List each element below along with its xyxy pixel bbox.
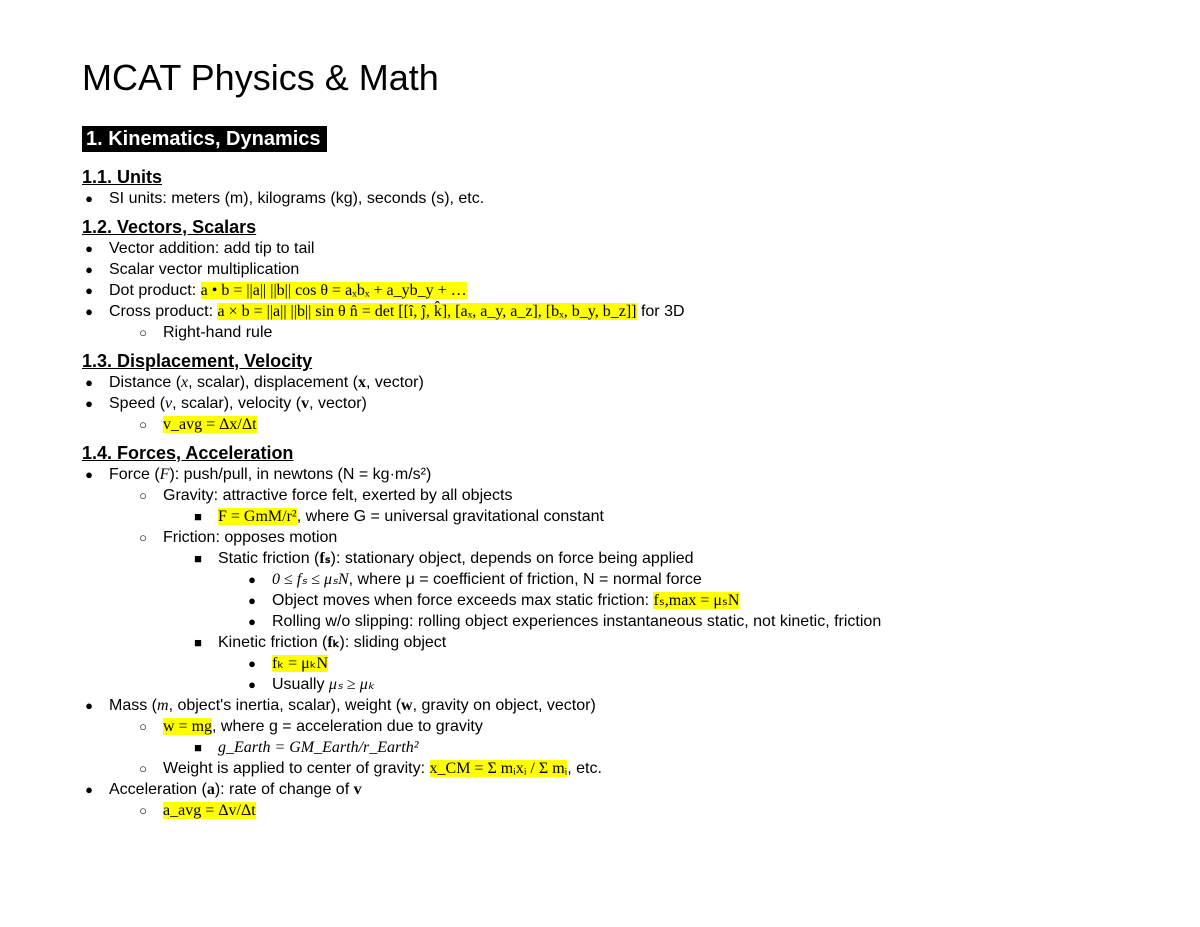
list-item: ○ Weight is applied to center of gravity: x_CM = Σ mᵢxᵢ / Σ mᵢ, etc. (82, 758, 1162, 779)
list-item: ● Cross product: a × b = ||a|| ||b|| sin θ n̂ = det [[î, ĵ, k̂], [aₓ, a_y, a_z], [bₓ, b_y, b_z]] for 3D (82, 301, 1162, 322)
bullet-icon: ● (85, 375, 93, 390)
formula-weight: w = mg (163, 718, 213, 735)
heading-units: 1.1. Units (82, 167, 163, 187)
list-item: ● Acceleration (a): rate of change of v (82, 779, 1162, 800)
circle-bullet-icon: ○ (139, 325, 147, 340)
list-item: ○ w = mg, where g = acceleration due to gravity (82, 716, 1162, 737)
list-item: ■ Static friction (fₛ): stationary object, depends on force being applied (82, 548, 1162, 569)
square-bullet-icon: ■ (194, 551, 202, 566)
list-item: ● Mass (m, object's inertia, scalar), weight (w, gravity on object, vector) (82, 695, 1162, 716)
list-item: ● Force (F): push/pull, in newtons (N = kg·m/s²) (82, 464, 1162, 485)
bullet-icon: ● (85, 304, 93, 319)
formula-avg-velocity: v_avg = Δx/Δt (163, 416, 257, 433)
formula-dot-product: a • b = ||a|| ||b|| cos θ = aₓbₓ + a_yb_y + … (200, 282, 467, 299)
formula-gravitation: F = GmM/r² (218, 508, 297, 525)
list-item (82, 653, 1162, 674)
list-item: ● Rolling w/o slipping: rolling object experiences instantaneous static, not kinetic, friction (82, 611, 1162, 632)
heading-forces: 1.4. Forces, Acceleration (82, 443, 294, 463)
circle-bullet-icon: ○ (139, 417, 147, 432)
list-item: ■ g_Earth = GM_Earth/r_Earth² (82, 737, 1162, 758)
heading-vectors: 1.2. Vectors, Scalars (82, 217, 257, 237)
list-item: ● Object moves when force exceeds max static friction: fₛ,max = μₛN (82, 590, 1162, 611)
formula-kinetic-friction: fₖ = μₖN (272, 655, 329, 672)
formula-max-static-friction: fₛ,max = μₛN (653, 592, 740, 609)
section-heading-kinematics: 1. Kinematics, Dynamics (82, 126, 327, 152)
circle-bullet-icon: ○ (139, 761, 147, 776)
list-item: ■ Kinetic friction (fₖ): sliding object (82, 632, 1162, 653)
document (82, 58, 1162, 821)
bullet-icon: ● (85, 467, 93, 482)
list-item: ● Vector addition: add tip to tail (82, 238, 1162, 259)
bullet-icon: ● (85, 262, 93, 277)
list-item: ● Dot product: a • b = ||a|| ||b|| cos θ = aₓbₓ + a_yb_y + … (82, 280, 1162, 301)
list-item: ● Usually μₛ ≥ μₖ (82, 674, 1162, 695)
square-bullet-icon: ■ (194, 509, 202, 524)
bullet-icon: ● (248, 593, 256, 608)
bullet-icon: ● (248, 614, 256, 629)
formula-cross-product: a × b = ||a|| ||b|| sin θ n̂ = det [[î, ĵ, k̂], [aₓ, a_y, a_z], [bₓ, b_y, b_z]] (217, 303, 637, 320)
list-item: ○ Gravity: attractive force felt, exerted by all objects (82, 485, 1162, 506)
bullet-icon: ● (248, 656, 256, 671)
heading-displacement: 1.3. Displacement, Velocity (82, 351, 313, 371)
list-item: ○ Right-hand rule (82, 322, 1162, 343)
list-item: ● SI units: meters (m), kilograms (kg), seconds (s), etc. (82, 188, 1162, 209)
list-item: ● 0 ≤ fₛ ≤ μₛN, where μ = coefficient of friction, N = normal force (82, 569, 1162, 590)
circle-bullet-icon: ○ (139, 803, 147, 818)
bullet-icon: ● (248, 677, 256, 692)
list-item (82, 800, 1162, 821)
square-bullet-icon: ■ (194, 635, 202, 650)
circle-bullet-icon: ○ (139, 719, 147, 734)
bullet-icon: ● (85, 191, 93, 206)
bullet-icon: ● (85, 283, 93, 298)
document-title: MCAT Physics & Math (82, 57, 439, 98)
list-item: ● Scalar vector multiplication (82, 259, 1162, 280)
bullet-icon: ● (248, 572, 256, 587)
circle-bullet-icon: ○ (139, 488, 147, 503)
list-item: ● Speed (v, scalar), velocity (v, vector) (82, 393, 1162, 414)
list-item: ■ F = GmM/r², where G = universal gravitational constant (82, 506, 1162, 527)
list-item (82, 414, 1162, 435)
formula-center-of-mass: x_CM = Σ mᵢxᵢ / Σ mᵢ (429, 760, 568, 777)
list-item: ● Distance (x, scalar), displacement (x, vector) (82, 372, 1162, 393)
bullet-icon: ● (85, 241, 93, 256)
bullet-icon: ● (85, 698, 93, 713)
bullet-icon: ● (85, 396, 93, 411)
list-item: ○ Friction: opposes motion (82, 527, 1162, 548)
bullet-icon: ● (85, 782, 93, 797)
formula-avg-acceleration: a_avg = Δv/Δt (163, 802, 256, 819)
circle-bullet-icon: ○ (139, 530, 147, 545)
square-bullet-icon: ■ (194, 740, 202, 755)
